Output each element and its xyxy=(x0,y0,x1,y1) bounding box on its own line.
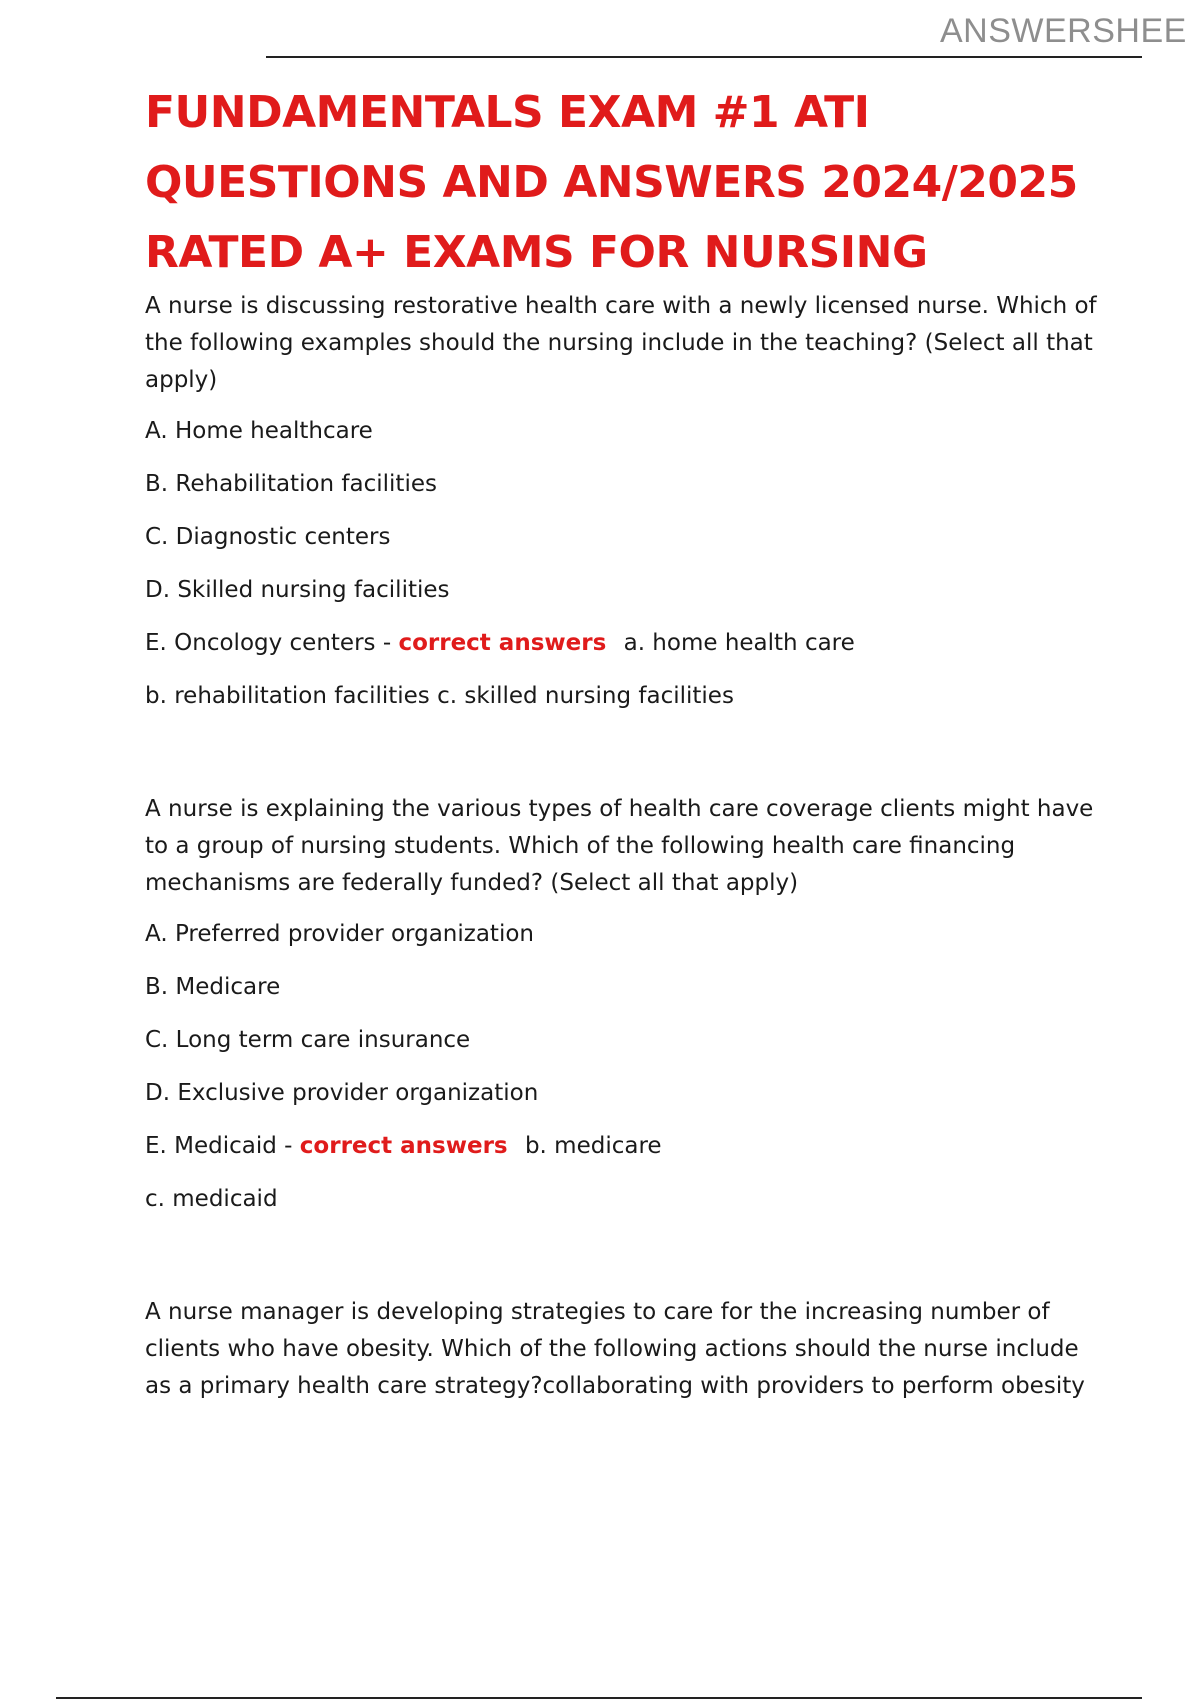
option-a: A. Home healthcare xyxy=(145,418,373,444)
option-e-with-answer xyxy=(145,617,1105,670)
question-3 xyxy=(145,1294,1105,1405)
option-a: A. Preferred provider organization xyxy=(145,921,534,947)
correct-answers-label: correct answers xyxy=(299,1133,508,1159)
title-line-3: RATED A+ EXAMS FOR NURSING xyxy=(145,227,928,278)
answer-inline: a. home health care xyxy=(623,630,855,656)
answer-inline: b. medicare xyxy=(524,1133,662,1159)
question-text: A nurse is explaining the various types of health care coverage clients might have to a group of nursing students. Which of the following health care financing mechanisms are federally funded? (Select all that apply) xyxy=(145,796,1094,896)
title-line-1: FUNDAMENTALS EXAM #1 ATI xyxy=(145,87,870,138)
question-1 xyxy=(145,288,1105,723)
answer-options xyxy=(145,405,1105,723)
document-title xyxy=(145,78,1105,288)
title-line-2: QUESTIONS AND ANSWERS 2024/2025 xyxy=(145,157,1078,208)
option-d: D. Skilled nursing facilities xyxy=(145,577,450,603)
option-e: E. Oncology centers - xyxy=(145,630,392,656)
answer-options xyxy=(145,908,1105,1226)
answer-continued: b. rehabilitation facilities c. skilled nursing facilities xyxy=(145,683,734,709)
option-d: D. Exclusive provider organization xyxy=(145,1080,539,1106)
answer-continued: c. medicaid xyxy=(145,1186,278,1212)
question-text: A nurse manager is developing strategies to care for the increasing number of clients who have obesity. Which of the following actions should the nurse include as a primary health care strategy?collaborating with providers to perform obesity xyxy=(145,1299,1085,1399)
option-e: E. Medicaid - xyxy=(145,1133,293,1159)
option-e-with-answer xyxy=(145,1120,1105,1173)
question-2 xyxy=(145,791,1105,1226)
header-divider xyxy=(266,56,1142,58)
option-b: B. Medicare xyxy=(145,974,281,1000)
footer-divider xyxy=(56,1697,1142,1699)
question-text: A nurse is discussing restorative health care with a newly licensed nurse. Which of the following examples should the nursing include in the teaching? (Select all that apply) xyxy=(145,293,1097,393)
option-c: C. Diagnostic centers xyxy=(145,524,391,550)
correct-answers-label: correct answers xyxy=(398,630,607,656)
document-body xyxy=(145,78,1105,1405)
option-b: B. Rehabilitation facilities xyxy=(145,471,437,497)
brand-watermark: ANSWERSHEE xyxy=(940,12,1187,50)
option-c: C. Long term care insurance xyxy=(145,1027,471,1053)
